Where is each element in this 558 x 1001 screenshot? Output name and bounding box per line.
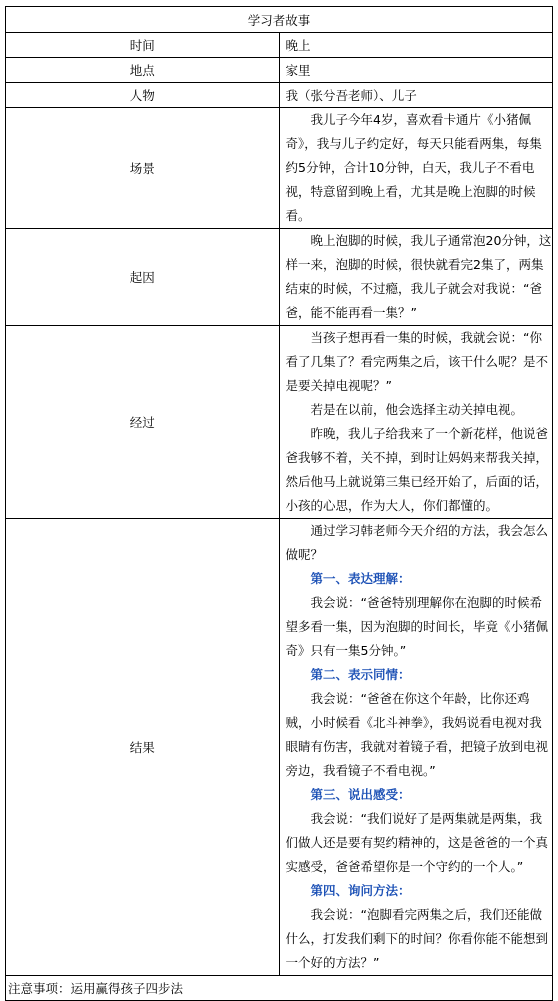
step-heading: 第四、询问方法： [310, 883, 411, 898]
process-paragraph: 当孩子想再看一集的时候，我就会说：“你看了几集了？看完两集之后，该干什么呢？是不是要关掉电视呢？” [285, 330, 549, 393]
scene-text [279, 108, 553, 229]
result-text [279, 519, 553, 976]
step-text: 我会说：“爸爸特别理解你在泡脚的时候希望多看一集，因为泡脚的时间长，毕竟《小猪佩奇》只有一集5分钟。” [285, 595, 549, 658]
time-label: 时间 [6, 33, 280, 58]
place-label: 地点 [6, 58, 280, 83]
row-process [6, 326, 553, 519]
table-title: 学习者故事 [6, 7, 553, 33]
result-intro: 通过学习韩老师今天介绍的方法，我会怎么做呢？ [285, 523, 549, 562]
people-label: 人物 [6, 83, 280, 108]
cause-text [279, 229, 553, 326]
learner-story-sheet [5, 6, 553, 1001]
note-text: 注意事项：运用赢得孩子四步法 [6, 976, 553, 1001]
process-paragraph: 昨晚，我儿子给我来了一个新花样，他说爸爸我够不着，关不掉，到时让妈妈来帮我关掉，然后他马上就说第三集已经开始了，后面的话，小孩的心思，作为大人，你们都懂的。 [285, 426, 549, 513]
cause-label: 起因 [6, 229, 280, 326]
row-scene [6, 108, 553, 229]
step-heading: 第三、说出感受： [310, 787, 411, 802]
row-cause [6, 229, 553, 326]
result-label: 结果 [6, 519, 280, 976]
time-value: 晚上 [279, 33, 553, 58]
cause-paragraph: 晚上泡脚的时候，我儿子通常泡20分钟，这样一来，泡脚的时候，很快就看完2集了，两集结束的时候，不过瘾，我儿子就会对我说：“爸爸，能不能再看一集？” [285, 233, 552, 320]
scene-label: 场景 [6, 108, 280, 229]
row-note [6, 976, 553, 1001]
step-text: 我会说：“我们说好了是两集就是两集，我们做人还是要有契约精神的，这是爸爸的一个真实感受，爸爸希望你是一个守约的一个人。” [285, 811, 549, 874]
process-label: 经过 [6, 326, 280, 519]
people-value: 我（张兮吾老师）、儿子 [279, 83, 553, 108]
step-text: 我会说：“泡脚看完两集之后，我们还能做什么，打发我们剩下的时间？你看你能不能想到一个好的方法？” [285, 907, 549, 970]
step-heading: 第一、表达理解： [310, 571, 411, 586]
scene-paragraph: 我儿子今年4岁，喜欢看卡通片《小猪佩奇》，我与儿子约定好，每天只能看两集，每集约5分钟，合计10分钟，白天，我儿子不看电视，特意留到晚上看，尤其是晚上泡脚的时候看。 [285, 112, 542, 223]
row-place [6, 58, 553, 83]
process-text [279, 326, 553, 519]
process-paragraph: 若是在以前，他会选择主动关掉电视。 [310, 402, 524, 417]
step-heading: 第二、表示同情： [310, 667, 411, 682]
row-time [6, 33, 553, 58]
story-table [5, 6, 553, 1001]
step-text: 我会说：“爸爸在你这个年龄，比你还鸡贼，小时候看《北斗神拳》，我妈说看电视对我眼睛有伤害，我就对着镜子看，把镜子放到电视旁边，我看镜子不看电视。” [285, 691, 549, 778]
row-result [6, 519, 553, 976]
row-people [6, 83, 553, 108]
place-value: 家里 [279, 58, 553, 83]
